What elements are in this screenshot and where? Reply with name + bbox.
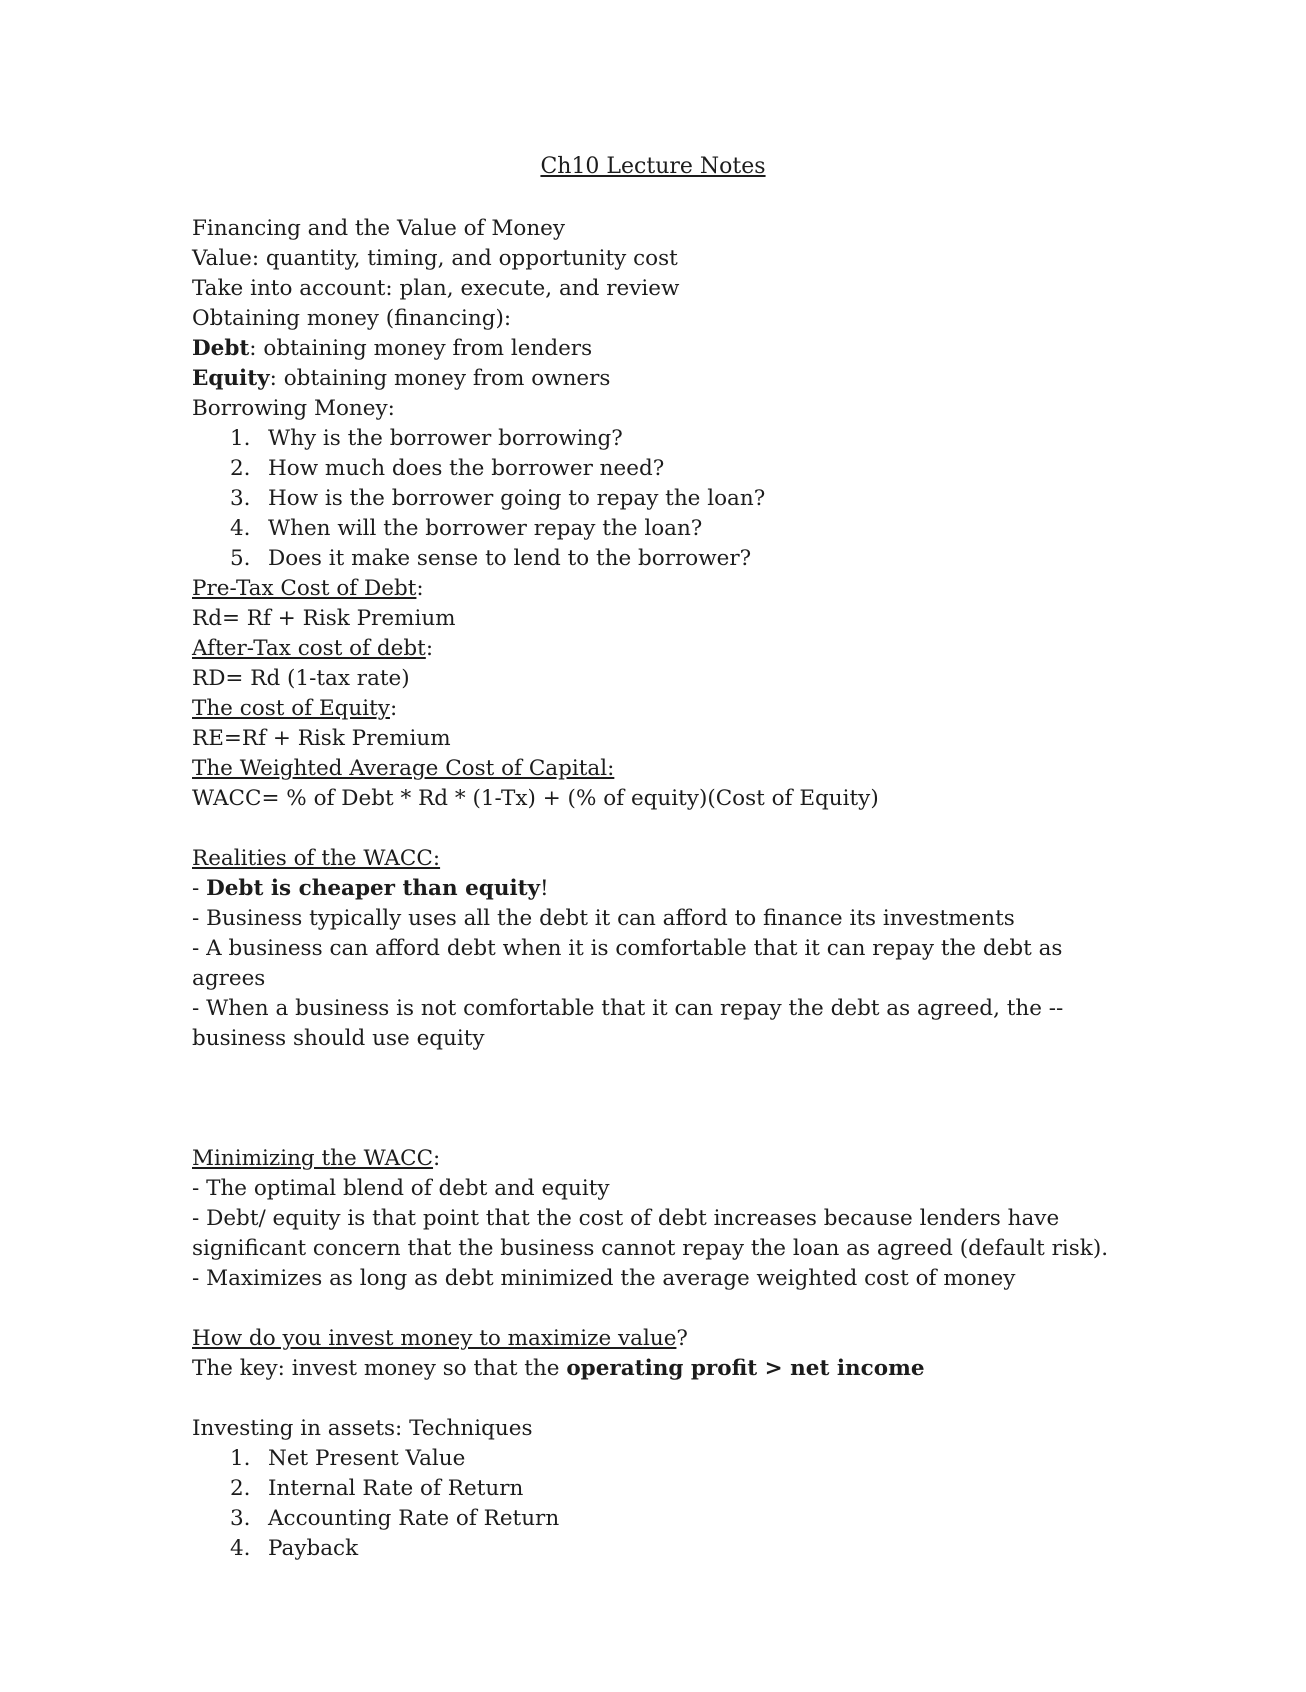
spacer bbox=[192, 1114, 1122, 1144]
realities-bullet: - A business can afford debt when it is comfortable that it can repay the debt as agrees bbox=[192, 936, 1063, 991]
realities-bullet: - Business typically uses all the debt it can afford to finance its investments bbox=[192, 906, 1015, 931]
colon: : bbox=[389, 696, 398, 721]
spacer bbox=[192, 1054, 1122, 1114]
intro-line: Take into account: plan, execute, and review bbox=[192, 276, 680, 301]
list-number: 2. bbox=[230, 456, 251, 481]
page-title: Ch10 Lecture Notes bbox=[540, 154, 766, 179]
list-number: 3. bbox=[230, 1506, 251, 1531]
aftertax-heading bbox=[192, 634, 1122, 664]
invest-key-text: The key: invest money so that the bbox=[192, 1356, 567, 1381]
question-mark: ? bbox=[676, 1326, 688, 1351]
spacer bbox=[192, 1294, 1122, 1324]
list-text: Payback bbox=[268, 1536, 359, 1561]
bullet-dash: - bbox=[192, 876, 207, 901]
exclamation: ! bbox=[540, 876, 549, 901]
list-text: How is the borrower going to repay the loan? bbox=[268, 486, 766, 511]
list-number: 4. bbox=[230, 1536, 251, 1561]
list-text: Net Present Value bbox=[268, 1446, 466, 1471]
intro-line: Obtaining money (financing): bbox=[192, 306, 512, 331]
invest-key bbox=[192, 1354, 1122, 1384]
equity-cost-heading-text: The cost of Equity bbox=[192, 696, 390, 721]
list-item bbox=[192, 1474, 1122, 1504]
invest-key-bold: operating profit > net income bbox=[566, 1356, 925, 1381]
list-text: Internal Rate of Return bbox=[268, 1476, 524, 1501]
aftertax-formula: RD= Rd (1-tax rate) bbox=[192, 666, 410, 691]
list-item bbox=[192, 484, 1122, 514]
equity-term: Equity bbox=[192, 366, 270, 391]
pretax-heading bbox=[192, 574, 1122, 604]
list-number: 4. bbox=[230, 516, 251, 541]
pretax-formula: Rd= Rf + Risk Premium bbox=[192, 606, 456, 631]
list-number: 1. bbox=[230, 1446, 251, 1471]
minimizing-bullet: - Debt/ equity is that point that the cost of debt increases because lenders have significant concern that the business cannot repay the loan as agreed (default risk). bbox=[192, 1206, 1109, 1261]
equity-definition bbox=[192, 364, 1122, 394]
invest-heading-text: How do you invest money to maximize value bbox=[192, 1326, 677, 1351]
colon: : bbox=[425, 636, 434, 661]
realities-heading: Realities of the WACC: bbox=[192, 846, 441, 871]
wacc-heading: The Weighted Average Cost of Capital: bbox=[192, 756, 615, 781]
debt-term: Debt bbox=[192, 336, 250, 361]
list-number: 2. bbox=[230, 1476, 251, 1501]
list-item bbox=[192, 454, 1122, 484]
debt-definition bbox=[192, 334, 1122, 364]
colon: : bbox=[433, 1146, 441, 1171]
techniques-heading: Investing in assets: Techniques bbox=[192, 1416, 533, 1441]
list-item bbox=[192, 1534, 1122, 1564]
document-body bbox=[192, 214, 1122, 1564]
list-number: 5. bbox=[230, 546, 251, 571]
minimizing-heading-text: Minimizing the WACC bbox=[192, 1146, 434, 1171]
list-text: Why is the borrower borrowing? bbox=[268, 426, 623, 451]
list-item bbox=[192, 544, 1122, 574]
colon: : bbox=[416, 576, 424, 601]
list-item bbox=[192, 424, 1122, 454]
list-number: 3. bbox=[230, 486, 251, 511]
list-item bbox=[192, 1444, 1122, 1474]
pretax-heading-text: Pre-Tax Cost of Debt bbox=[192, 576, 417, 601]
debt-def: : obtaining money from lenders bbox=[249, 336, 593, 361]
realities-bullet: - When a business is not comfortable that it can repay the debt as agreed, the -- business should use equity bbox=[192, 996, 1064, 1051]
realities-bullet bbox=[192, 874, 1122, 904]
invest-heading bbox=[192, 1324, 1122, 1354]
list-text: When will the borrower repay the loan? bbox=[268, 516, 703, 541]
borrowing-heading: Borrowing Money: bbox=[192, 396, 395, 421]
wacc-formula: WACC= % of Debt * Rd * (1-Tx) + (% of equity)(Cost of Equity) bbox=[192, 786, 879, 811]
list-number: 1. bbox=[230, 426, 251, 451]
techniques-list bbox=[192, 1444, 1122, 1564]
intro-line: Value: quantity, timing, and opportunity cost bbox=[192, 246, 678, 271]
list-text: How much does the borrower need? bbox=[268, 456, 665, 481]
equity-def: : obtaining money from owners bbox=[269, 366, 611, 391]
borrowing-questions-list bbox=[192, 424, 1122, 574]
list-item bbox=[192, 1504, 1122, 1534]
list-text: Does it make sense to lend to the borrower? bbox=[268, 546, 752, 571]
intro-line: Financing and the Value of Money bbox=[192, 216, 566, 241]
list-item bbox=[192, 514, 1122, 544]
bullet-bold-text: Debt is cheaper than equity bbox=[206, 876, 541, 901]
minimizing-heading bbox=[192, 1144, 1122, 1174]
equity-cost-formula: RE=Rf + Risk Premium bbox=[192, 726, 451, 751]
spacer bbox=[192, 814, 1122, 844]
aftertax-heading-text: After-Tax cost of debt bbox=[192, 636, 426, 661]
equity-cost-heading bbox=[192, 694, 1122, 724]
minimizing-bullet: - The optimal blend of debt and equity bbox=[192, 1176, 610, 1201]
spacer bbox=[192, 1384, 1122, 1414]
minimizing-bullet: - Maximizes as long as debt minimized the average weighted cost of money bbox=[192, 1266, 1016, 1291]
list-text: Accounting Rate of Return bbox=[268, 1506, 560, 1531]
